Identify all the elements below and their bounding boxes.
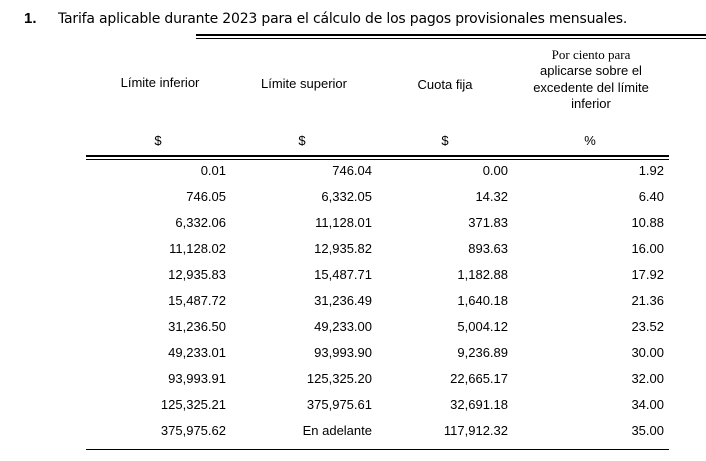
table-row [0,236,706,262]
col-header-limite-superior: Límite superior [261,76,347,91]
cell-limite-superior: 125,325.20 [306,371,372,386]
cell-limite-inferior: 93,993.91 [168,371,226,386]
cell-limite-superior: 375,975.61 [306,397,372,412]
cell-limite-superior: 746.04 [332,163,372,178]
header-rule [86,155,669,157]
cell-limite-superior: 49,233.00 [314,319,372,334]
table-row [0,418,706,444]
cell-por-ciento: 17.92 [631,267,664,282]
table-row [0,210,706,236]
cell-limite-inferior: 6,332.06 [175,215,226,230]
col-header-por-ciento-rest: aplicarse sobre el excedente del límite inferior [533,63,649,111]
cell-limite-inferior: 15,487.72 [168,293,226,308]
table-row [0,184,706,210]
section-number: 1. [24,10,37,27]
cell-limite-superior: 12,935.82 [314,241,372,256]
section-title: Tarifa aplicable durante 2023 para el cálculo de los pagos provisionales mensuales. [58,11,628,27]
cell-por-ciento: 34.00 [631,397,664,412]
col-header-limite-inferior: Límite inferior [120,75,200,90]
cell-limite-superior: 15,487.71 [314,267,372,282]
table-bottom-rule [86,449,669,450]
col-header-cuota-fija: Cuota fija [417,77,473,92]
table-top-rule-thin [196,38,706,39]
unit-limite-superior: $ [298,133,306,148]
cell-por-ciento: 10.88 [631,215,664,230]
cell-limite-superior: 93,993.90 [314,345,372,360]
table-row [0,288,706,314]
table-top-rule [196,34,706,36]
cell-por-ciento: 30.00 [631,345,664,360]
table-row [0,392,706,418]
table-row [0,262,706,288]
cell-por-ciento: 1.92 [638,163,664,178]
cell-limite-inferior: 375,975.62 [160,423,226,438]
cell-limite-inferior: 746.05 [186,189,226,204]
cell-por-ciento: 6.40 [638,189,664,204]
table-row [0,158,706,184]
table-row [0,314,706,340]
cell-cuota-fija: 14.32 [475,189,508,204]
cell-por-ciento: 21.36 [631,293,664,308]
unit-por-ciento: % [584,133,596,148]
cell-cuota-fija: 22,665.17 [450,371,508,386]
cell-limite-superior: 31,236.49 [314,293,372,308]
cell-cuota-fija: 9,236.89 [457,345,508,360]
cell-cuota-fija: 1,182.88 [457,267,508,282]
cell-limite-inferior: 0.01 [200,163,226,178]
cell-limite-superior: En adelante [302,423,372,438]
unit-cuota-fija: $ [441,133,449,148]
cell-cuota-fija: 893.63 [468,241,508,256]
cell-cuota-fija: 1,640.18 [457,293,508,308]
cell-cuota-fija: 0.00 [482,163,508,178]
cell-cuota-fija: 32,691.18 [450,397,508,412]
cell-cuota-fija: 371.83 [468,215,508,230]
cell-limite-inferior: 11,128.02 [169,241,226,256]
cell-por-ciento: 32.00 [631,371,664,386]
cell-limite-inferior: 49,233.01 [168,345,226,360]
cell-limite-inferior: 12,935.83 [168,267,226,282]
col-header-por-ciento-line1: Por ciento para [551,47,631,62]
cell-limite-inferior: 125,325.21 [160,397,226,412]
cell-limite-inferior: 31,236.50 [168,319,226,334]
unit-limite-inferior: $ [154,133,162,148]
cell-cuota-fija: 117,912.32 [443,423,508,438]
cell-limite-superior: 6,332.05 [321,189,372,204]
col-header-por-ciento [519,47,663,112]
table-row [0,340,706,366]
cell-cuota-fija: 5,004.12 [457,319,508,334]
cell-por-ciento: 23.52 [631,319,664,334]
cell-por-ciento: 16.00 [631,241,664,256]
cell-por-ciento: 35.00 [631,423,664,438]
cell-limite-superior: 11,128.01 [315,215,372,230]
table-row [0,366,706,392]
